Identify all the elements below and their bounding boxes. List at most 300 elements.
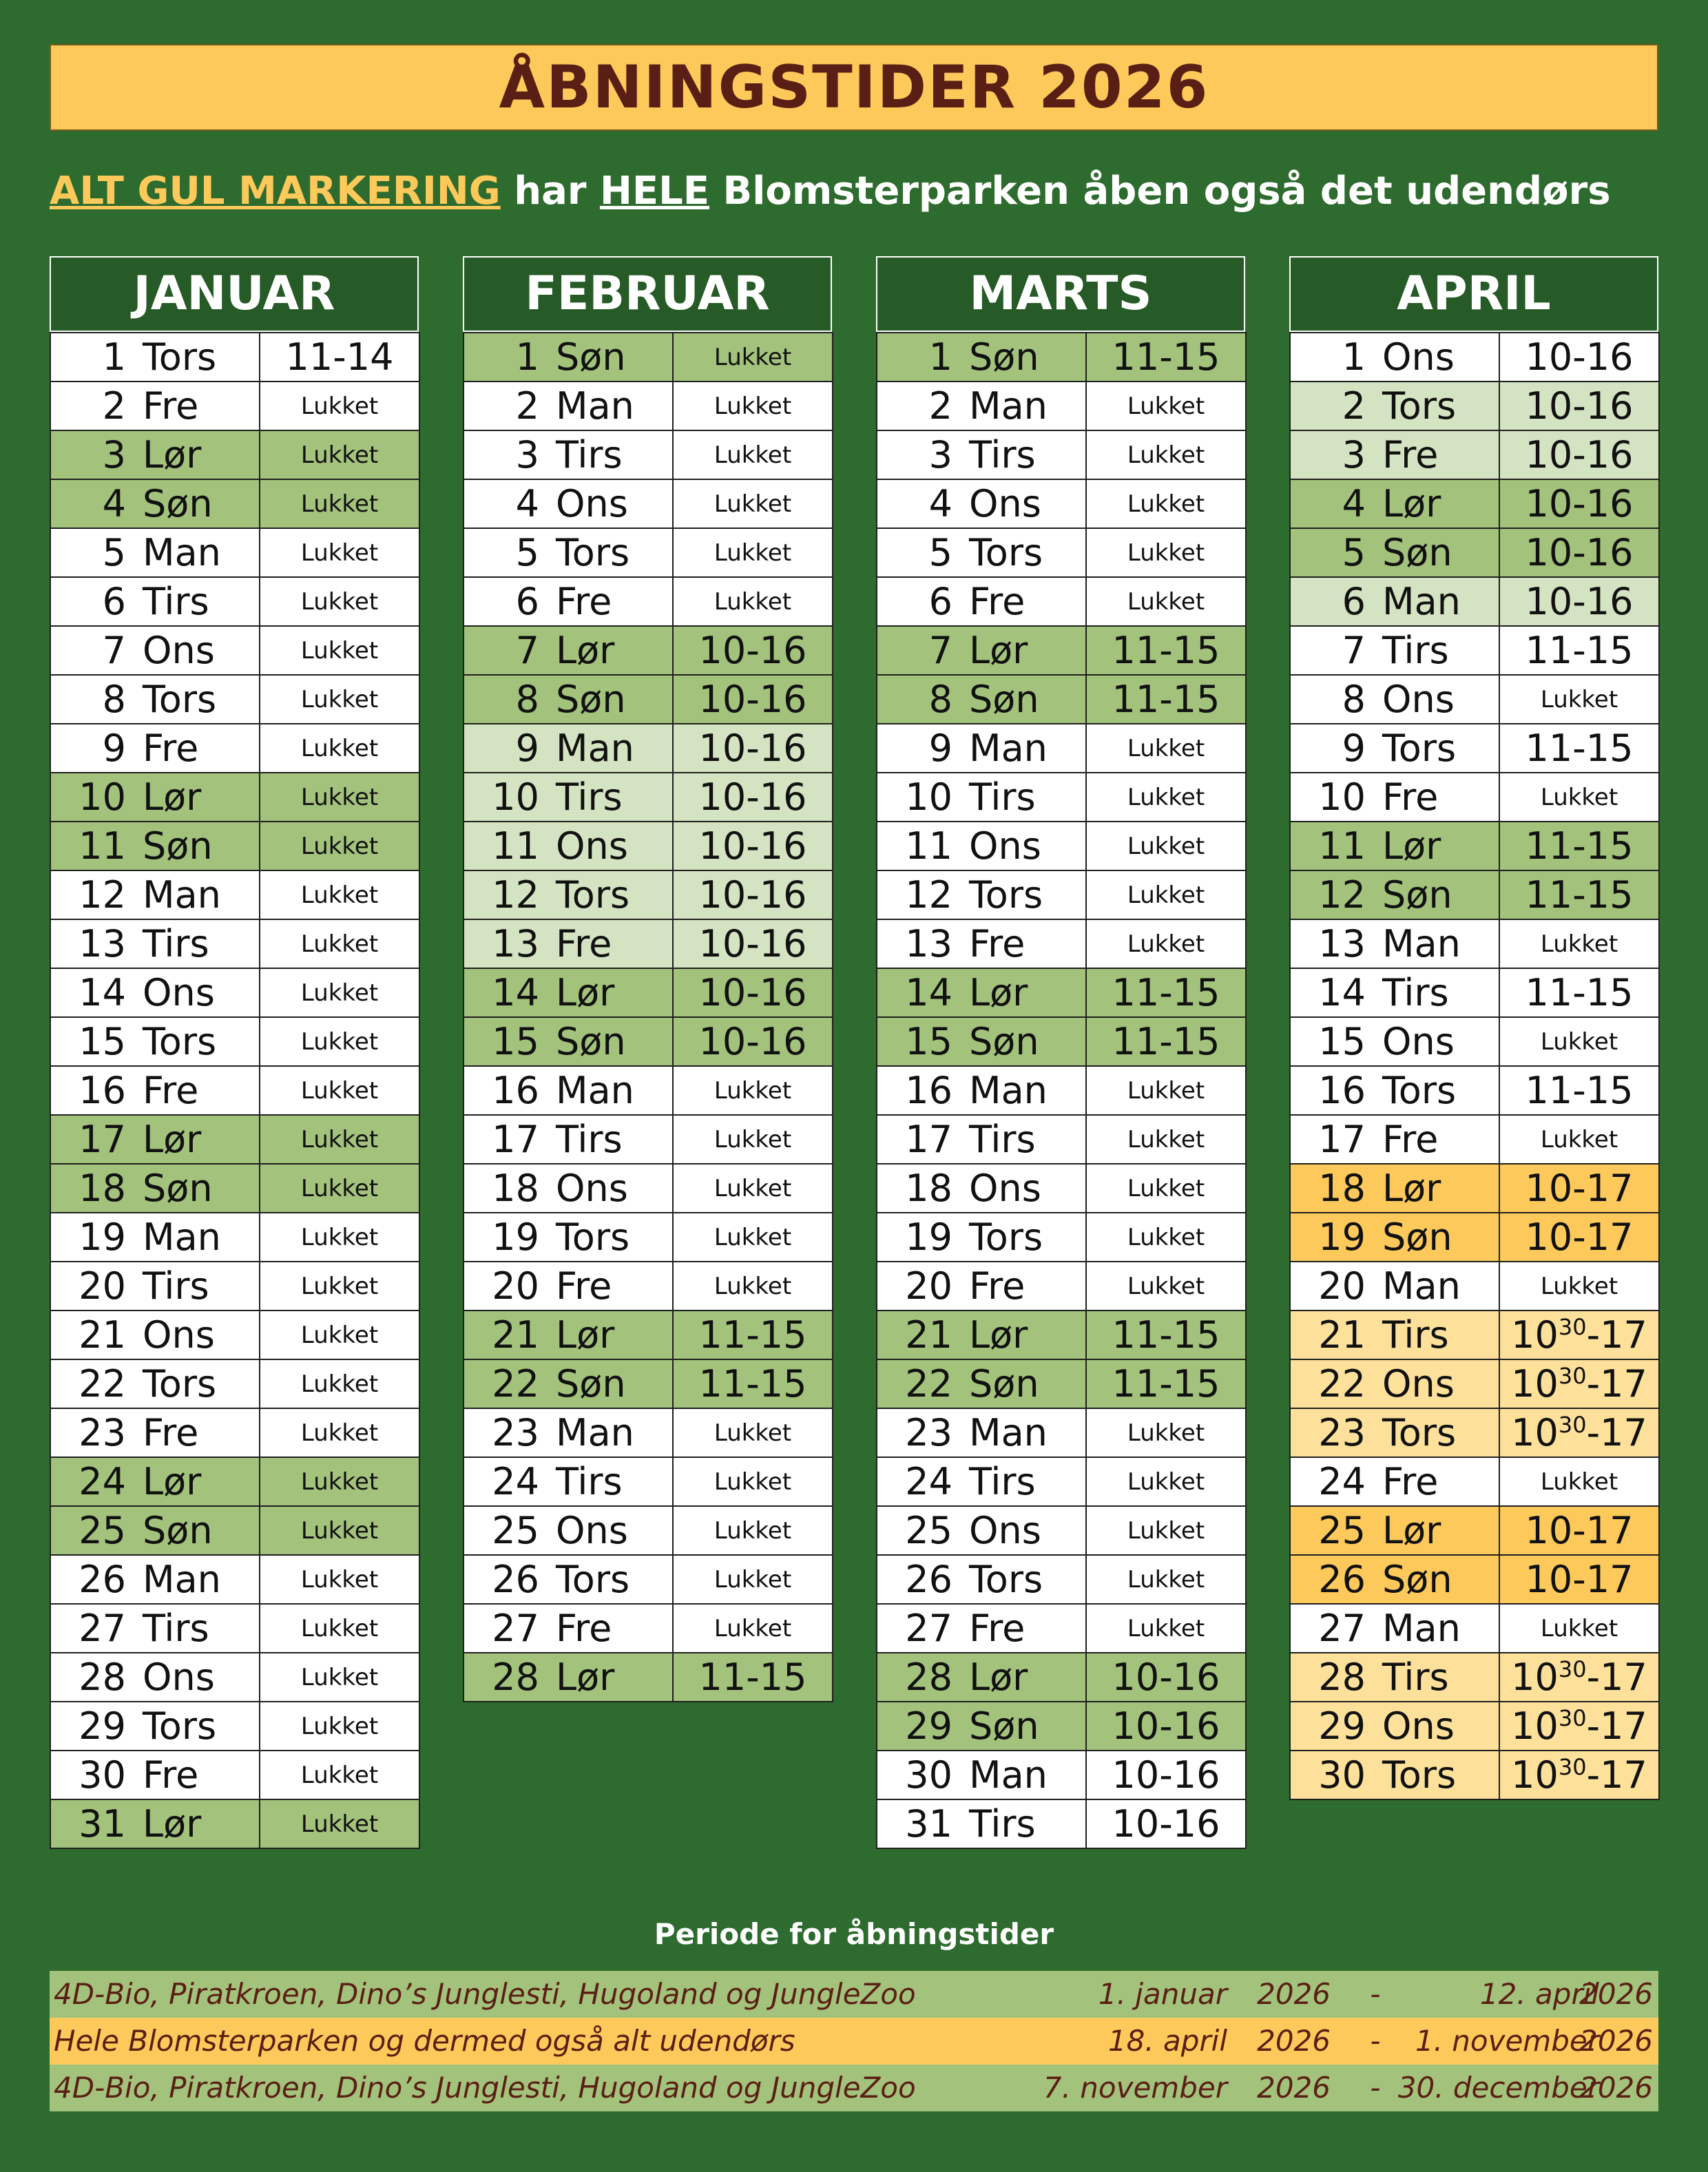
- day-row: [50, 333, 419, 382]
- opening-hours: [1499, 1310, 1659, 1359]
- day-number: 5: [1290, 528, 1373, 577]
- day-number: 27: [50, 1604, 133, 1653]
- day-number: 2: [464, 382, 546, 430]
- hours-start: 10: [1511, 1362, 1559, 1406]
- day-row: [464, 675, 833, 724]
- weekday: Søn: [133, 1164, 260, 1213]
- period-row: [50, 2065, 1658, 2111]
- weekday: Lør: [133, 430, 260, 479]
- month-header: JANUAR: [50, 256, 419, 332]
- opening-hours: Lukket: [673, 577, 833, 626]
- weekday: Lør: [959, 968, 1086, 1017]
- weekday: Man: [133, 1213, 260, 1262]
- day-row: [877, 1555, 1246, 1604]
- day-row: [877, 1310, 1246, 1359]
- opening-hours: Lukket: [1086, 382, 1246, 430]
- opening-hours: Lukket: [260, 1310, 419, 1359]
- day-number: 1: [464, 333, 546, 382]
- hours-start: 10: [1511, 1411, 1559, 1454]
- day-row: [50, 968, 419, 1017]
- opening-hours: Lukket: [673, 1115, 833, 1164]
- opening-hours: Lukket: [260, 1751, 419, 1799]
- day-number: 6: [877, 577, 959, 626]
- month-header: MARTS: [876, 256, 1245, 332]
- hours-minutes: 30: [1558, 1412, 1587, 1438]
- weekday: Ons: [959, 822, 1086, 870]
- day-number: 17: [1290, 1115, 1373, 1164]
- day-number: 20: [50, 1262, 133, 1310]
- day-number: 7: [877, 626, 959, 675]
- opening-hours: Lukket: [1499, 1115, 1659, 1164]
- day-row: [464, 1115, 833, 1164]
- day-row: [50, 1457, 419, 1506]
- day-row: [50, 1604, 419, 1653]
- day-number: 20: [877, 1262, 959, 1310]
- day-number: 9: [877, 724, 959, 773]
- opening-hours: Lukket: [260, 528, 419, 577]
- day-row: [1290, 1310, 1659, 1359]
- weekday: Tors: [959, 1555, 1086, 1604]
- day-row: [1290, 1164, 1659, 1213]
- weekday: Man: [1373, 919, 1499, 968]
- month-januar: [50, 256, 419, 1849]
- opening-hours: Lukket: [1086, 430, 1246, 479]
- day-row: [50, 870, 419, 919]
- day-number: 26: [877, 1555, 959, 1604]
- weekday: Søn: [133, 479, 260, 528]
- weekday: Man: [1373, 577, 1499, 626]
- opening-hours: Lukket: [1499, 919, 1659, 968]
- day-number: 28: [464, 1653, 546, 1702]
- day-row: [1290, 968, 1659, 1017]
- day-row: [1290, 1702, 1659, 1751]
- day-number: 1: [877, 333, 959, 382]
- day-number: 8: [877, 675, 959, 724]
- weekday: Søn: [1373, 528, 1499, 577]
- day-row: [50, 1359, 419, 1408]
- day-number: 28: [877, 1653, 959, 1702]
- weekday: Ons: [1373, 333, 1499, 382]
- day-row: [1290, 626, 1659, 675]
- opening-hours: Lukket: [673, 1066, 833, 1115]
- opening-hours: Lukket: [1499, 1262, 1659, 1310]
- day-number: 9: [1290, 724, 1373, 773]
- opening-hours: Lukket: [1086, 1555, 1246, 1604]
- day-row: [1290, 1115, 1659, 1164]
- opening-hours: Lukket: [673, 1555, 833, 1604]
- day-number: 6: [50, 577, 133, 626]
- weekday: Tors: [1373, 1408, 1499, 1457]
- day-number: 20: [464, 1262, 546, 1310]
- weekday: Man: [546, 1408, 673, 1457]
- day-number: 4: [1290, 479, 1373, 528]
- day-row: [877, 1408, 1246, 1457]
- opening-hours: Lukket: [1499, 1604, 1659, 1653]
- month-header: FEBRUAR: [463, 256, 832, 332]
- weekday: Lør: [1373, 479, 1499, 528]
- opening-hours: 10-16: [673, 675, 833, 724]
- weekday: Tirs: [959, 430, 1086, 479]
- subtitle-highlight: ALT GUL MARKERING: [50, 169, 501, 213]
- day-number: 5: [877, 528, 959, 577]
- opening-hours: 10-16: [673, 626, 833, 675]
- opening-hours: [1499, 1653, 1659, 1702]
- opening-hours: Lukket: [1086, 577, 1246, 626]
- day-row: [50, 1310, 419, 1359]
- weekday: Søn: [546, 333, 673, 382]
- day-row: [877, 1653, 1246, 1702]
- weekday: Tors: [133, 1359, 260, 1408]
- weekday: Man: [546, 382, 673, 430]
- weekday: Man: [959, 382, 1086, 430]
- weekday: Man: [959, 1408, 1086, 1457]
- day-number: 13: [877, 919, 959, 968]
- weekday: Tirs: [546, 1115, 673, 1164]
- day-row: [50, 528, 419, 577]
- opening-hours: Lukket: [260, 773, 419, 822]
- day-row: [464, 1017, 833, 1066]
- opening-hours: Lukket: [260, 1702, 419, 1751]
- weekday: Tors: [1373, 1066, 1499, 1115]
- day-row: [1290, 1506, 1659, 1555]
- day-row: [1290, 1408, 1659, 1457]
- period-row: [50, 1971, 1658, 2018]
- weekday: Tirs: [959, 773, 1086, 822]
- day-row: [1290, 1653, 1659, 1702]
- opening-hours: 10-16: [1086, 1702, 1246, 1751]
- day-row: [877, 1751, 1246, 1799]
- day-row: [50, 479, 419, 528]
- day-row: [50, 1653, 419, 1702]
- weekday: Lør: [133, 1799, 260, 1848]
- opening-hours: Lukket: [673, 1164, 833, 1213]
- day-row: [50, 430, 419, 479]
- month-april: [1289, 256, 1658, 1800]
- opening-hours: Lukket: [1086, 479, 1246, 528]
- period-from: 18. april: [1107, 2024, 1227, 2058]
- day-number: 14: [50, 968, 133, 1017]
- weekday: Lør: [133, 1115, 260, 1164]
- day-row: [50, 1213, 419, 1262]
- day-row: [50, 1017, 419, 1066]
- weekday: Fre: [1373, 1115, 1499, 1164]
- weekday: Fre: [959, 577, 1086, 626]
- opening-hours: Lukket: [1499, 1457, 1659, 1506]
- period-dash: -: [1370, 2024, 1381, 2058]
- period-title: Periode for åbningstider: [654, 1917, 1054, 1951]
- day-number: 18: [1290, 1164, 1373, 1213]
- weekday: Ons: [546, 1506, 673, 1555]
- day-row: [464, 724, 833, 773]
- day-row: [1290, 333, 1659, 382]
- day-row: [877, 968, 1246, 1017]
- month-februar: [463, 256, 832, 1702]
- day-row: [1290, 1457, 1659, 1506]
- day-number: 19: [464, 1213, 546, 1262]
- opening-hours: 10-16: [1499, 528, 1659, 577]
- day-number: 23: [877, 1408, 959, 1457]
- hours-minutes: 30: [1558, 1705, 1587, 1731]
- day-row: [877, 1262, 1246, 1310]
- opening-hours: 10-16: [673, 1017, 833, 1066]
- opening-hours: Lukket: [673, 333, 833, 382]
- weekday: Ons: [959, 1506, 1086, 1555]
- opening-hours: 10-16: [673, 968, 833, 1017]
- day-number: 28: [1290, 1653, 1373, 1702]
- opening-hours: 10-16: [673, 870, 833, 919]
- opening-hours: Lukket: [1086, 1066, 1246, 1115]
- weekday: Tirs: [133, 577, 260, 626]
- weekday: Man: [133, 870, 260, 919]
- day-row: [877, 382, 1246, 430]
- opening-hours: Lukket: [1086, 1506, 1246, 1555]
- day-number: 26: [1290, 1555, 1373, 1604]
- day-row: [1290, 919, 1659, 968]
- weekday: Man: [959, 1066, 1086, 1115]
- weekday: Søn: [959, 333, 1086, 382]
- day-row: [1290, 1017, 1659, 1066]
- opening-hours: Lukket: [1499, 1017, 1659, 1066]
- period-from: 1. januar: [1098, 1977, 1227, 2011]
- day-row: [50, 382, 419, 430]
- opening-hours: Lukket: [1086, 1164, 1246, 1213]
- day-row: [50, 919, 419, 968]
- day-row: [877, 822, 1246, 870]
- opening-hours: Lukket: [260, 479, 419, 528]
- day-number: 9: [50, 724, 133, 773]
- day-number: 8: [50, 675, 133, 724]
- weekday: Fre: [1373, 1457, 1499, 1506]
- day-row: [50, 1408, 419, 1457]
- period-from-year: 2026: [1257, 2024, 1331, 2058]
- hours-start: 10: [1511, 1313, 1559, 1357]
- day-table: [876, 332, 1247, 1849]
- opening-hours: 10-16: [1499, 430, 1659, 479]
- weekday: Søn: [959, 1702, 1086, 1751]
- day-number: 16: [877, 1066, 959, 1115]
- opening-hours: Lukket: [1086, 724, 1246, 773]
- hours-minutes: 30: [1558, 1314, 1587, 1340]
- weekday: Lør: [959, 626, 1086, 675]
- opening-hours: Lukket: [1086, 1408, 1246, 1457]
- day-row: [50, 1799, 419, 1848]
- day-number: 10: [50, 773, 133, 822]
- opening-hours: Lukket: [673, 1408, 833, 1457]
- opening-hours: Lukket: [1086, 1604, 1246, 1653]
- weekday: Søn: [133, 822, 260, 870]
- opening-hours: Lukket: [673, 430, 833, 479]
- day-row: [464, 919, 833, 968]
- opening-hours: Lukket: [673, 479, 833, 528]
- opening-hours: 10-16: [673, 919, 833, 968]
- weekday: Tors: [959, 870, 1086, 919]
- day-number: 31: [877, 1799, 959, 1848]
- day-number: 15: [1290, 1017, 1373, 1066]
- period-label: Hele Blomsterparken og dermed også alt udendørs: [54, 2024, 795, 2058]
- opening-hours: Lukket: [260, 382, 419, 430]
- day-row: [877, 1359, 1246, 1408]
- weekday: Tors: [1373, 1751, 1499, 1799]
- weekday: Tors: [1373, 724, 1499, 773]
- day-row: [50, 1164, 419, 1213]
- weekday: Tirs: [546, 1457, 673, 1506]
- weekday: Tirs: [959, 1799, 1086, 1848]
- day-row: [877, 1066, 1246, 1115]
- day-row: [50, 675, 419, 724]
- hours-end: -17: [1586, 1411, 1647, 1454]
- weekday: Tors: [959, 1213, 1086, 1262]
- day-number: 4: [464, 479, 546, 528]
- weekday: Søn: [1373, 1555, 1499, 1604]
- day-row: [464, 577, 833, 626]
- opening-hours: Lukket: [260, 430, 419, 479]
- opening-hours: Lukket: [260, 919, 419, 968]
- weekday: Søn: [1373, 1213, 1499, 1262]
- day-number: 2: [1290, 382, 1373, 430]
- day-number: 13: [50, 919, 133, 968]
- day-number: 13: [464, 919, 546, 968]
- opening-hours: 10-16: [673, 822, 833, 870]
- day-number: 17: [464, 1115, 546, 1164]
- day-number: 11: [1290, 822, 1373, 870]
- day-row: [50, 626, 419, 675]
- day-number: 6: [1290, 577, 1373, 626]
- hours-end: -17: [1586, 1313, 1647, 1357]
- month-marts: [876, 256, 1245, 1849]
- day-number: 4: [50, 479, 133, 528]
- weekday: Ons: [959, 479, 1086, 528]
- day-row: [464, 1506, 833, 1555]
- day-number: 7: [1290, 626, 1373, 675]
- opening-hours: Lukket: [673, 1506, 833, 1555]
- day-row: [464, 773, 833, 822]
- opening-hours: Lukket: [673, 1213, 833, 1262]
- day-row: [464, 1164, 833, 1213]
- day-number: 12: [50, 870, 133, 919]
- opening-hours: Lukket: [260, 1017, 419, 1066]
- weekday: Man: [546, 724, 673, 773]
- opening-hours: Lukket: [1086, 822, 1246, 870]
- weekday: Fre: [546, 919, 673, 968]
- day-row: [50, 1262, 419, 1310]
- month-header: APRIL: [1289, 256, 1658, 332]
- hours-minutes: 30: [1558, 1754, 1587, 1780]
- day-row: [877, 1115, 1246, 1164]
- day-number: 18: [877, 1164, 959, 1213]
- day-row: [877, 528, 1246, 577]
- day-row: [1290, 773, 1659, 822]
- weekday: Tirs: [546, 773, 673, 822]
- day-number: 5: [464, 528, 546, 577]
- opening-hours: 11-14: [260, 333, 419, 382]
- period-from-year: 2026: [1257, 2071, 1331, 2105]
- opening-hours: Lukket: [260, 1408, 419, 1457]
- day-number: 26: [50, 1555, 133, 1604]
- weekday: Tors: [133, 675, 260, 724]
- day-number: 30: [50, 1751, 133, 1799]
- day-number: 12: [877, 870, 959, 919]
- weekday: Tirs: [1373, 1653, 1499, 1702]
- opening-hours: [1499, 1408, 1659, 1457]
- day-number: 23: [1290, 1408, 1373, 1457]
- opening-hours: Lukket: [260, 1066, 419, 1115]
- weekday: Fre: [959, 919, 1086, 968]
- day-row: [877, 675, 1246, 724]
- opening-hours: Lukket: [673, 1604, 833, 1653]
- day-number: 9: [464, 724, 546, 773]
- opening-hours: 10-16: [1086, 1799, 1246, 1848]
- hours-end: -17: [1586, 1753, 1647, 1797]
- hours-start: 10: [1511, 1753, 1559, 1797]
- weekday: Tirs: [133, 919, 260, 968]
- opening-hours: 11-15: [1086, 675, 1246, 724]
- opening-hours: Lukket: [1499, 773, 1659, 822]
- weekday: Man: [133, 1555, 260, 1604]
- weekday: Ons: [133, 968, 260, 1017]
- weekday: Tors: [133, 1017, 260, 1066]
- opening-hours: Lukket: [260, 1604, 419, 1653]
- day-number: 3: [464, 430, 546, 479]
- opening-hours: Lukket: [1499, 675, 1659, 724]
- day-row: [877, 626, 1246, 675]
- weekday: Ons: [959, 1164, 1086, 1213]
- weekday: Tors: [546, 870, 673, 919]
- opening-hours: 11-15: [1086, 1359, 1246, 1408]
- day-number: 22: [1290, 1359, 1373, 1408]
- weekday: Fre: [133, 382, 260, 430]
- day-row: [464, 382, 833, 430]
- hours-start: 10: [1511, 1656, 1559, 1699]
- day-number: 2: [50, 382, 133, 430]
- hours-end: -17: [1586, 1704, 1647, 1748]
- day-number: 11: [877, 822, 959, 870]
- day-number: 7: [464, 626, 546, 675]
- opening-hours: [1499, 1702, 1659, 1751]
- day-number: 21: [877, 1310, 959, 1359]
- day-number: 14: [877, 968, 959, 1017]
- day-number: 23: [464, 1408, 546, 1457]
- opening-hours: [1499, 1359, 1659, 1408]
- day-row: [50, 822, 419, 870]
- day-number: 24: [464, 1457, 546, 1506]
- weekday: Fre: [546, 1604, 673, 1653]
- weekday: Tors: [133, 1702, 260, 1751]
- opening-hours: 10-17: [1499, 1506, 1659, 1555]
- day-row: [464, 1359, 833, 1408]
- day-row: [877, 1213, 1246, 1262]
- day-number: 2: [877, 382, 959, 430]
- day-row: [1290, 1213, 1659, 1262]
- day-row: [464, 1555, 833, 1604]
- day-table: [463, 332, 833, 1702]
- weekday: Lør: [959, 1653, 1086, 1702]
- opening-hours: Lukket: [260, 1506, 419, 1555]
- weekday: Man: [1373, 1262, 1499, 1310]
- day-number: 22: [877, 1359, 959, 1408]
- day-row: [877, 1604, 1246, 1653]
- opening-hours: 10-16: [673, 773, 833, 822]
- day-row: [464, 1457, 833, 1506]
- opening-hours: [1499, 1751, 1659, 1799]
- opening-hours: Lukket: [1086, 773, 1246, 822]
- day-row: [877, 1702, 1246, 1751]
- day-row: [464, 1262, 833, 1310]
- weekday: Tors: [546, 1213, 673, 1262]
- day-number: 24: [1290, 1457, 1373, 1506]
- day-row: [464, 430, 833, 479]
- day-row: [877, 1457, 1246, 1506]
- opening-hours: Lukket: [260, 1164, 419, 1213]
